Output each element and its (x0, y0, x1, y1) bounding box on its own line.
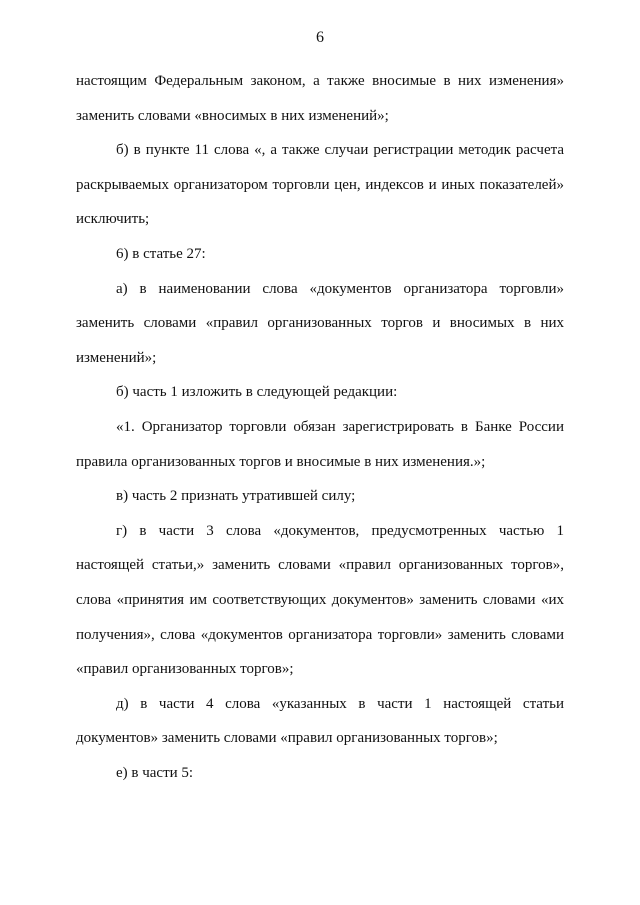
paragraph-quoted-part-1: «1. Организатор торговли обязан зарегистрировать в Банке России правила организованных торгов и вносимые в них изменения.»; (76, 418, 564, 470)
paragraph-item-b-point-11: б) в пункте 11 слова «, а также случаи регистрации методик расчета раскрываемых организатором торговли цен, индексов и иных показателей» исключить; (76, 142, 564, 228)
paragraph-subitem-d-part-4: д) в части 4 слова «указанных в части 1 настоящей статьи документов» заменить словами «правил организованных торгов»; (76, 695, 564, 747)
paragraph-subitem-g-part-3: г) в части 3 слова «документов, предусмотренных частью 1 настоящей статьи,» заменить словами «правил организованных торгов», слова «принятия им соответствующих документов» заменить словами «их получения», слова «документов организатора торговли» заменить словами «правил организованных торгов»; (76, 522, 564, 678)
paragraph-subitem-e-part-5: е) в части 5: (116, 764, 194, 781)
paragraph-subitem-v-part-2: в) часть 2 признать утратившей силу; (116, 488, 356, 505)
paragraph-subitem-b-part-1: б) часть 1 изложить в следующей редакции: (116, 384, 398, 401)
paragraph-item-6-article-27: 6) в статье 27: (116, 245, 206, 262)
document-body (76, 64, 564, 790)
paragraph-continuation: настоящим Федеральным законом, а также вносимые в них изменения» заменить словами «вносимых в них изменений»; (76, 73, 564, 124)
page-number: 6 (316, 29, 324, 46)
paragraph-subitem-a-title: а) в наименовании слова «документов организатора торговли» заменить словами «правил организованных торгов и вносимых в них изменений»; (76, 280, 564, 366)
